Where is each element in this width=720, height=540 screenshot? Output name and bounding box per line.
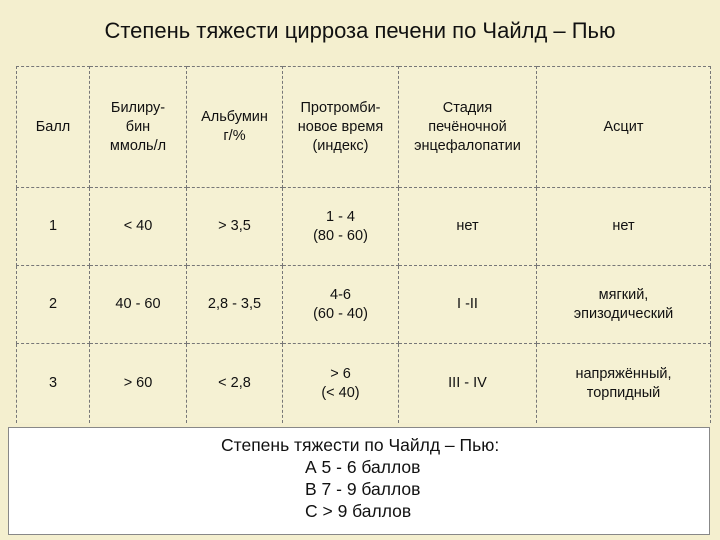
table-header-row [17,67,711,188]
summary-line-class-b: В 7 - 9 баллов [305,479,421,499]
table-cell: мягкий, эпизодический [537,266,711,344]
header-encephalopathy: Стадия печёночной энцефалопатии [399,67,537,188]
page-title: Степень тяжести цирроза печени по Чайлд – Пью [104,18,616,43]
table-cell: нет [537,188,711,266]
table-cell: < 40 [90,188,187,266]
table-cell: > 6 (< 40) [283,344,399,424]
table-cell: напряжённый, торпидный [537,344,711,424]
severity-summary-text [221,434,499,522]
table-row [17,266,711,344]
table-cell: 40 - 60 [90,266,187,344]
table-cell: 2 [17,266,90,344]
header-prothrombin: Протромби- новое время (индекс) [283,67,399,188]
table-cell: 2,8 - 3,5 [187,266,283,344]
summary-line-class-a: А 5 - 6 баллов [305,457,421,477]
header-bilirubin: Билиру- бин ммоль/л [90,67,187,188]
table-cell: < 2,8 [187,344,283,424]
summary-line-class-c: С > 9 баллов [305,501,412,521]
header-ascites: Асцит [537,67,711,188]
table-cell: 1 - 4 (80 - 60) [283,188,399,266]
table-cell: 1 [17,188,90,266]
header-score: Балл [17,67,90,188]
severity-summary-box [8,427,710,535]
table-cell: III - IV [399,344,537,424]
header-albumin: Альбумин г/% [187,67,283,188]
table-cell: > 60 [90,344,187,424]
table-cell: 4-6 (60 - 40) [283,266,399,344]
table-cell: 3 [17,344,90,424]
table-row [17,188,711,266]
table-cell: нет [399,188,537,266]
summary-heading: Степень тяжести по Чайлд – Пью: [221,435,500,455]
table-cell: I -II [399,266,537,344]
child-pugh-table [16,66,711,423]
table-row [17,344,711,424]
table-cell: > 3,5 [187,188,283,266]
